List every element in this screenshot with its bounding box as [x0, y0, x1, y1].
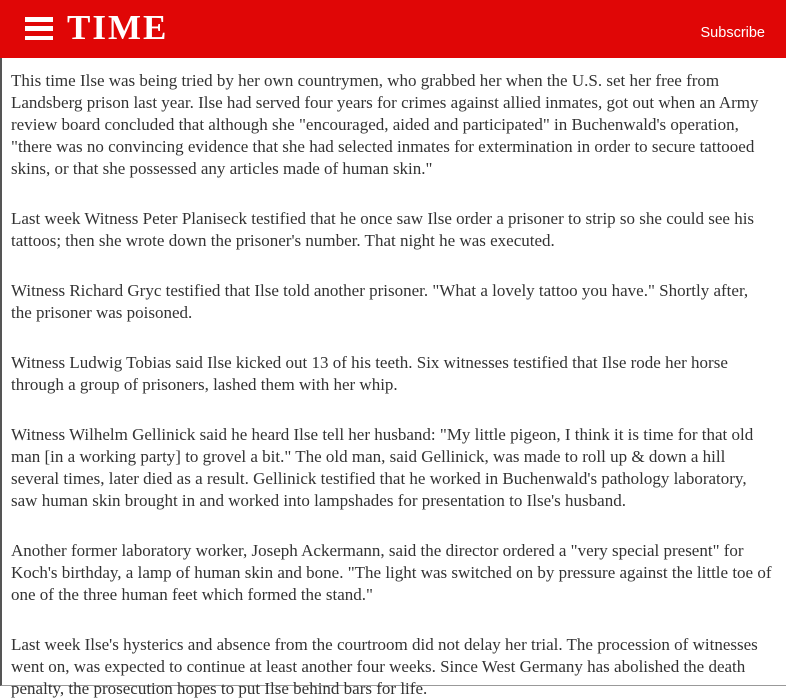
article-paragraph: This time Ilse was being tried by her own countrymen, who grabbed her when the U.S. set her free from Landsberg prison last year. Ilse had served four years for crimes against allied inmates, got out when an Army review board concluded that although she "encouraged, aided and participated" in Buchenwald's operation, "there was no convincing evidence that she had selected inmates for extermination in order to secure tattooed skins, or that she possessed any articles made of human skin."	[11, 71, 759, 178]
menu-button[interactable]	[25, 14, 53, 41]
article-body	[0, 58, 786, 698]
hamburger-icon	[25, 17, 53, 40]
article-paragraph: Last week Ilse's hysterics and absence from the courtroom did not delay her trial. The procession of witnesses went on, was expected to continue at least another four weeks. Since West Germany has abolished the death penalty, the prosecution hopes to put Ilse behind bars for life.	[11, 635, 758, 698]
subscribe-link[interactable]: Subscribe	[700, 25, 765, 41]
article-paragraph: Witness Wilhelm Gellinick said he heard Ilse tell her husband: "My little pigeon, I think it is time for that old man [in a working party] to grovel a bit." The old man, said Gellinick, was made to roll up & down a hill several times, later died as a result. Gellinick testified that he worked in Buchenwald's pathology laboratory, saw human skin brought in and worked into lampshades for presentation to Ilse's husband.	[11, 425, 754, 510]
hamburger-bar	[25, 36, 53, 41]
site-header	[0, 0, 786, 58]
article-paragraph: Witness Richard Gryc testified that Ilse told another prisoner. "What a lovely tattoo you have." Shortly after, the prisoner was poisoned.	[11, 281, 749, 322]
article-paragraph: Witness Ludwig Tobias said Ilse kicked out 13 of his teeth. Six witnesses testified that Ilse rode her horse through a group of prisoners, lashed them with her whip.	[11, 353, 728, 394]
article-paragraph: Another former laboratory worker, Joseph Ackermann, said the director ordered a "very special present" for Koch's birthday, a lamp of human skin and bone. "The light was switched on by pressure against the little toe of one of the three human feet which formed the stand."	[11, 541, 772, 604]
hamburger-bar	[25, 17, 53, 22]
time-logo[interactable]: TIME	[67, 8, 169, 47]
hamburger-bar	[25, 26, 53, 31]
article-paragraph: Last week Witness Peter Planiseck testified that he once saw Ilse order a prisoner to strip so she could see his tattoos; then she wrote down the prisoner's number. That night he was executed.	[11, 209, 755, 250]
